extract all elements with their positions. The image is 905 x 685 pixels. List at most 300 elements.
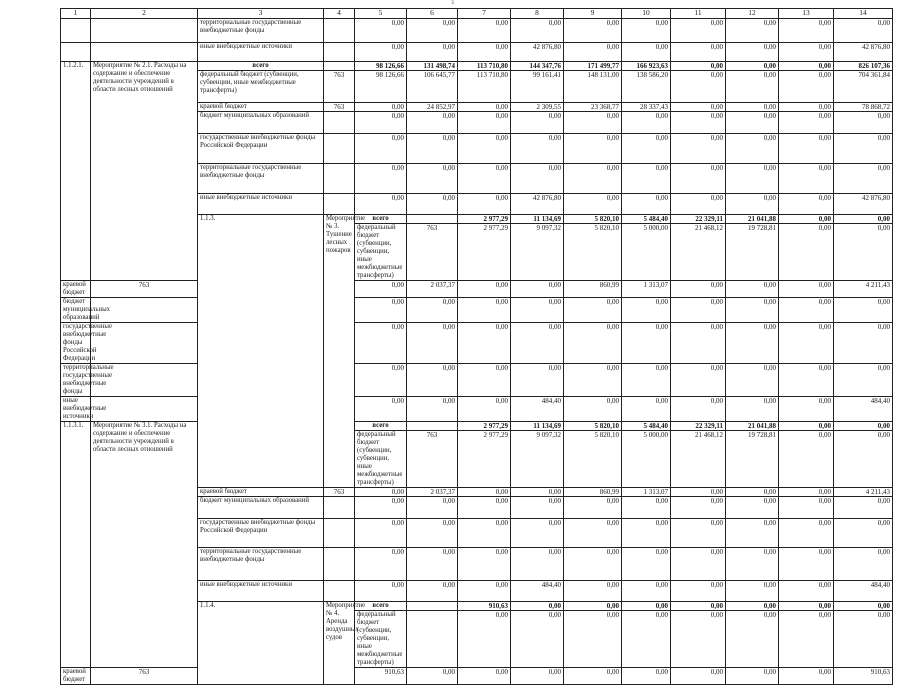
amount-cell: 0,00 bbox=[355, 112, 407, 134]
amount-cell: 0,00 bbox=[834, 364, 893, 397]
activity-code: 1.1.4. bbox=[198, 602, 324, 685]
amount-cell: 0,00 bbox=[355, 519, 407, 548]
table-row-total bbox=[61, 422, 893, 431]
amount-cell: 78 868,72 bbox=[834, 103, 893, 112]
activity-name: Мероприятие № 3. Тушение лесных пожаров bbox=[324, 215, 355, 488]
grbs-code bbox=[407, 611, 458, 668]
amount-cell: 0,00 bbox=[622, 298, 671, 323]
amount-cell: 0,00 bbox=[564, 19, 622, 43]
amount-cell: 0,00 bbox=[564, 298, 622, 323]
amount-cell: 0,00 bbox=[407, 581, 458, 602]
amount-cell: 0,00 bbox=[671, 134, 726, 164]
amount-cell: 23 368,77 bbox=[564, 103, 622, 112]
amount-cell: 0,00 bbox=[834, 215, 893, 224]
amount-cell: 0,00 bbox=[834, 164, 893, 194]
table-row bbox=[61, 19, 893, 43]
amount-cell: 0,00 bbox=[671, 62, 726, 71]
amount-cell: 0,00 bbox=[834, 298, 893, 323]
amount-cell: 0,00 bbox=[355, 488, 407, 497]
amount-cell: 860,99 bbox=[564, 488, 622, 497]
grbs-code bbox=[324, 581, 355, 602]
amount-cell: 0,00 bbox=[834, 134, 893, 164]
amount-cell: 0,00 bbox=[622, 364, 671, 397]
amount-cell: 0,00 bbox=[726, 611, 779, 668]
amount-cell: 910,63 bbox=[458, 602, 511, 611]
amount-cell: 0,00 bbox=[407, 397, 458, 422]
amount-cell: 5 820,10 bbox=[564, 431, 622, 488]
amount-cell: 113 710,80 bbox=[458, 71, 511, 103]
empty-cell bbox=[91, 19, 198, 43]
activity-name: Мероприятие № 2.1. Расходы на содержание и обеспечение деятельности учреждений в области лесных отношений bbox=[91, 62, 198, 281]
column-header: 4 bbox=[324, 9, 355, 19]
amount-cell: 2 977,29 bbox=[458, 422, 511, 431]
funding-source: краевой бюджет bbox=[61, 281, 91, 298]
amount-cell: 0,00 bbox=[726, 71, 779, 103]
amount-cell: 0,00 bbox=[671, 298, 726, 323]
amount-cell: 0,00 bbox=[726, 19, 779, 43]
amount-cell: 0,00 bbox=[671, 103, 726, 112]
amount-cell: 0,00 bbox=[564, 323, 622, 364]
amount-cell: 0,00 bbox=[671, 194, 726, 215]
grbs-code bbox=[407, 422, 458, 431]
amount-cell: 0,00 bbox=[564, 364, 622, 397]
funding-source: территориальные государственные внебюджетные фонды bbox=[198, 19, 324, 43]
amount-cell: 42 876,80 bbox=[834, 194, 893, 215]
amount-cell: 0,00 bbox=[726, 602, 779, 611]
table-row-total bbox=[61, 62, 893, 71]
amount-cell: 0,00 bbox=[834, 19, 893, 43]
amount-cell: 0,00 bbox=[622, 134, 671, 164]
amount-cell: 5 000,00 bbox=[622, 224, 671, 281]
amount-cell: 2 037,37 bbox=[407, 281, 458, 298]
table-row bbox=[61, 298, 893, 323]
amount-cell: 0,00 bbox=[779, 298, 834, 323]
amount-cell: 910,63 bbox=[355, 668, 407, 685]
funding-source: иные внебюджетные источники bbox=[198, 43, 324, 62]
column-header: 10 bbox=[622, 9, 671, 19]
column-header: 8 bbox=[511, 9, 564, 19]
amount-cell: 0,00 bbox=[779, 71, 834, 103]
amount-cell: 0,00 bbox=[407, 497, 458, 519]
amount-cell: 0,00 bbox=[355, 364, 407, 397]
funding-source: краевой бюджет bbox=[61, 668, 91, 685]
amount-cell: 0,00 bbox=[671, 611, 726, 668]
amount-cell: 0,00 bbox=[564, 112, 622, 134]
amount-cell: 11 134,69 bbox=[511, 215, 564, 224]
amount-cell: 484,40 bbox=[511, 581, 564, 602]
amount-cell: 0,00 bbox=[458, 19, 511, 43]
amount-cell: 0,00 bbox=[671, 323, 726, 364]
column-header: 1 bbox=[61, 9, 91, 19]
amount-cell: 0,00 bbox=[779, 323, 834, 364]
funding-source: бюджет муниципальных образований bbox=[61, 298, 91, 323]
amount-cell: 9 097,32 bbox=[511, 431, 564, 488]
amount-cell: 0,00 bbox=[779, 422, 834, 431]
grbs-code: 763 bbox=[407, 431, 458, 488]
funding-source: государственные внебюджетные фонды Российской Федерации bbox=[198, 134, 324, 164]
amount-cell: 0,00 bbox=[458, 281, 511, 298]
empty-cell bbox=[91, 43, 198, 62]
amount-cell: 0,00 bbox=[726, 281, 779, 298]
amount-cell: 0,00 bbox=[622, 43, 671, 62]
amount-cell: 0,00 bbox=[622, 194, 671, 215]
amount-cell: 0,00 bbox=[458, 519, 511, 548]
funding-source: федеральный бюджет (субвенции, субвенции, иные межбюджетные трансферты) bbox=[355, 431, 407, 488]
amount-cell: 0,00 bbox=[834, 611, 893, 668]
amount-cell: 0,00 bbox=[622, 581, 671, 602]
amount-cell: 0,00 bbox=[622, 668, 671, 685]
grbs-code bbox=[407, 602, 458, 611]
funding-source: краевой бюджет bbox=[198, 103, 324, 112]
amount-cell: 0,00 bbox=[511, 668, 564, 685]
funding-source: всего bbox=[198, 62, 324, 71]
amount-cell: 21 468,12 bbox=[671, 224, 726, 281]
amount-cell: 0,00 bbox=[564, 497, 622, 519]
amount-cell: 0,00 bbox=[779, 215, 834, 224]
amount-cell: 0,00 bbox=[511, 488, 564, 497]
amount-cell: 0,00 bbox=[671, 71, 726, 103]
amount-cell: 144 347,76 bbox=[511, 62, 564, 71]
column-header: 12 bbox=[726, 9, 779, 19]
amount-cell: 2 977,29 bbox=[458, 215, 511, 224]
amount-cell: 0,00 bbox=[671, 397, 726, 422]
amount-cell: 0,00 bbox=[458, 103, 511, 112]
grbs-code bbox=[324, 164, 355, 194]
amount-cell: 5 484,40 bbox=[622, 215, 671, 224]
table-row bbox=[61, 323, 893, 364]
column-header: 2 bbox=[91, 9, 198, 19]
amount-cell: 2 977,29 bbox=[458, 224, 511, 281]
amount-cell: 0,00 bbox=[564, 611, 622, 668]
amount-cell: 0,00 bbox=[407, 668, 458, 685]
amount-cell: 0,00 bbox=[458, 668, 511, 685]
amount-cell: 98 126,66 bbox=[355, 71, 407, 103]
amount-cell: 0,00 bbox=[511, 281, 564, 298]
amount-cell: 484,40 bbox=[834, 581, 893, 602]
amount-cell: 0,00 bbox=[622, 323, 671, 364]
amount-cell: 0,00 bbox=[779, 43, 834, 62]
amount-cell: 0,00 bbox=[511, 548, 564, 581]
grbs-code bbox=[324, 112, 355, 134]
amount-cell: 0,00 bbox=[564, 43, 622, 62]
amount-cell: 98 126,66 bbox=[355, 62, 407, 71]
amount-cell: 0,00 bbox=[671, 112, 726, 134]
amount-cell: 0,00 bbox=[458, 548, 511, 581]
amount-cell: 0,00 bbox=[726, 112, 779, 134]
grbs-code: 763 bbox=[91, 281, 198, 298]
funding-source: краевой бюджет bbox=[198, 488, 324, 497]
grbs-code bbox=[324, 19, 355, 43]
amount-cell: 0,00 bbox=[407, 19, 458, 43]
amount-cell: 0,00 bbox=[834, 323, 893, 364]
amount-cell: 0,00 bbox=[355, 397, 407, 422]
amount-cell: 0,00 bbox=[834, 112, 893, 134]
amount-cell: 2 309,55 bbox=[511, 103, 564, 112]
funding-source: иные внебюджетные источники bbox=[198, 194, 324, 215]
amount-cell: 0,00 bbox=[458, 497, 511, 519]
amount-cell: 0,00 bbox=[671, 281, 726, 298]
amount-cell: 0,00 bbox=[511, 112, 564, 134]
amount-cell: 42 876,80 bbox=[834, 43, 893, 62]
amount-cell: 0,00 bbox=[407, 134, 458, 164]
amount-cell: 0,00 bbox=[726, 62, 779, 71]
amount-cell: 860,99 bbox=[564, 281, 622, 298]
funding-source: государственные внебюджетные фонды Российской Федерации bbox=[61, 323, 91, 364]
amount-cell: 0,00 bbox=[726, 43, 779, 62]
amount-cell: 0,00 bbox=[564, 581, 622, 602]
amount-cell: 0,00 bbox=[355, 548, 407, 581]
amount-cell: 0,00 bbox=[407, 298, 458, 323]
amount-cell: 0,00 bbox=[726, 134, 779, 164]
amount-cell: 0,00 bbox=[407, 194, 458, 215]
amount-cell: 0,00 bbox=[407, 364, 458, 397]
amount-cell: 484,40 bbox=[511, 397, 564, 422]
amount-cell: 0,00 bbox=[779, 134, 834, 164]
grbs-code bbox=[324, 62, 355, 71]
amount-cell: 19 728,81 bbox=[726, 224, 779, 281]
amount-cell: 22 329,11 bbox=[671, 422, 726, 431]
funding-source: всего bbox=[355, 602, 407, 611]
amount-cell: 171 499,77 bbox=[564, 62, 622, 71]
activity-code: 1.1.3.1. bbox=[61, 422, 91, 668]
amount-cell: 0,00 bbox=[407, 112, 458, 134]
empty-cell bbox=[61, 19, 91, 43]
amount-cell: 0,00 bbox=[779, 164, 834, 194]
grbs-code: 763 bbox=[407, 224, 458, 281]
amount-cell: 24 852,97 bbox=[407, 103, 458, 112]
table-row bbox=[61, 397, 893, 422]
amount-cell: 0,00 bbox=[834, 431, 893, 488]
amount-cell: 0,00 bbox=[726, 103, 779, 112]
empty-cell bbox=[61, 43, 91, 62]
amount-cell: 0,00 bbox=[511, 164, 564, 194]
table-row bbox=[61, 668, 893, 685]
amount-cell: 0,00 bbox=[834, 548, 893, 581]
amount-cell: 42 876,80 bbox=[511, 43, 564, 62]
amount-cell: 0,00 bbox=[355, 194, 407, 215]
amount-cell: 166 923,63 bbox=[622, 62, 671, 71]
amount-cell: 22 329,11 bbox=[671, 215, 726, 224]
amount-cell: 0,00 bbox=[511, 19, 564, 43]
amount-cell: 0,00 bbox=[834, 497, 893, 519]
amount-cell: 0,00 bbox=[407, 519, 458, 548]
amount-cell: 0,00 bbox=[779, 431, 834, 488]
column-header: 13 bbox=[779, 9, 834, 19]
amount-cell: 0,00 bbox=[511, 364, 564, 397]
amount-cell: 0,00 bbox=[671, 519, 726, 548]
amount-cell: 0,00 bbox=[458, 323, 511, 364]
table-body bbox=[61, 9, 893, 685]
activity-code: 1.1.3. bbox=[198, 215, 324, 488]
amount-cell: 0,00 bbox=[407, 323, 458, 364]
amount-cell: 0,00 bbox=[564, 164, 622, 194]
amount-cell: 9 097,32 bbox=[511, 224, 564, 281]
amount-cell: 0,00 bbox=[458, 611, 511, 668]
amount-cell: 113 710,80 bbox=[458, 62, 511, 71]
column-header: 3 bbox=[198, 9, 324, 19]
table-row bbox=[61, 364, 893, 397]
amount-cell: 0,00 bbox=[779, 364, 834, 397]
amount-cell: 0,00 bbox=[564, 602, 622, 611]
amount-cell: 42 876,80 bbox=[511, 194, 564, 215]
column-number-row bbox=[61, 9, 893, 19]
amount-cell: 0,00 bbox=[779, 194, 834, 215]
amount-cell: 0,00 bbox=[779, 397, 834, 422]
amount-cell: 0,00 bbox=[834, 602, 893, 611]
funding-source: всего bbox=[355, 215, 407, 224]
amount-cell: 0,00 bbox=[458, 194, 511, 215]
amount-cell: 0,00 bbox=[834, 519, 893, 548]
activity-code: 1.1.2.1. bbox=[61, 62, 91, 281]
amount-cell: 0,00 bbox=[622, 397, 671, 422]
amount-cell: 910,63 bbox=[834, 668, 893, 685]
amount-cell: 19 728,81 bbox=[726, 431, 779, 488]
amount-cell: 0,00 bbox=[622, 548, 671, 581]
amount-cell: 0,00 bbox=[779, 112, 834, 134]
amount-cell: 4 211,43 bbox=[834, 281, 893, 298]
amount-cell: 0,00 bbox=[564, 194, 622, 215]
amount-cell: 148 131,00 bbox=[564, 71, 622, 103]
amount-cell: 5 820,10 bbox=[564, 422, 622, 431]
amount-cell: 0,00 bbox=[779, 668, 834, 685]
amount-cell: 0,00 bbox=[355, 581, 407, 602]
amount-cell: 0,00 bbox=[671, 602, 726, 611]
amount-cell: 0,00 bbox=[779, 62, 834, 71]
amount-cell: 0,00 bbox=[622, 611, 671, 668]
column-header: 9 bbox=[564, 9, 622, 19]
funding-source: иные внебюджетные источники bbox=[61, 397, 91, 422]
column-header: 11 bbox=[671, 9, 726, 19]
amount-cell: 0,00 bbox=[622, 112, 671, 134]
amount-cell: 0,00 bbox=[355, 164, 407, 194]
page-number: 3 bbox=[451, 1, 454, 6]
amount-cell: 5 820,10 bbox=[564, 224, 622, 281]
amount-cell: 0,00 bbox=[779, 602, 834, 611]
amount-cell: 0,00 bbox=[564, 397, 622, 422]
grbs-code bbox=[324, 134, 355, 164]
grbs-code bbox=[407, 215, 458, 224]
amount-cell: 0,00 bbox=[671, 497, 726, 519]
amount-cell: 0,00 bbox=[407, 43, 458, 62]
amount-cell: 0,00 bbox=[407, 164, 458, 194]
amount-cell: 0,00 bbox=[726, 497, 779, 519]
amount-cell: 0,00 bbox=[458, 581, 511, 602]
amount-cell: 0,00 bbox=[458, 488, 511, 497]
amount-cell: 0,00 bbox=[511, 298, 564, 323]
amount-cell: 0,00 bbox=[779, 548, 834, 581]
amount-cell: 0,00 bbox=[671, 668, 726, 685]
amount-cell: 5 484,40 bbox=[622, 422, 671, 431]
amount-cell: 0,00 bbox=[779, 103, 834, 112]
amount-cell: 2 977,29 bbox=[458, 431, 511, 488]
amount-cell: 0,00 bbox=[779, 281, 834, 298]
amount-cell: 0,00 bbox=[779, 19, 834, 43]
funding-source: территориальные государственные внебюджетные фонды bbox=[198, 164, 324, 194]
amount-cell: 5 000,00 bbox=[622, 431, 671, 488]
grbs-code bbox=[324, 194, 355, 215]
amount-cell: 11 134,69 bbox=[511, 422, 564, 431]
amount-cell: 0,00 bbox=[458, 397, 511, 422]
funding-source: федеральный бюджет (субвенции, субвенции, иные межбюджетные трансферты) bbox=[355, 611, 407, 668]
amount-cell: 0,00 bbox=[726, 397, 779, 422]
funding-source: территориальные государственные внебюджетные фонды bbox=[61, 364, 91, 397]
funding-source: территориальные государственные внебюджетные фонды bbox=[198, 548, 324, 581]
grbs-code: 763 bbox=[324, 103, 355, 112]
amount-cell: 0,00 bbox=[564, 134, 622, 164]
amount-cell: 0,00 bbox=[779, 581, 834, 602]
amount-cell: 0,00 bbox=[834, 422, 893, 431]
amount-cell: 0,00 bbox=[355, 134, 407, 164]
column-header: 14 bbox=[834, 9, 893, 19]
table-row bbox=[61, 43, 893, 62]
amount-cell: 0,00 bbox=[355, 323, 407, 364]
amount-cell: 0,00 bbox=[779, 224, 834, 281]
amount-cell: 826 107,36 bbox=[834, 62, 893, 71]
amount-cell: 0,00 bbox=[458, 364, 511, 397]
amount-cell: 131 498,74 bbox=[407, 62, 458, 71]
amount-cell: 0,00 bbox=[511, 497, 564, 519]
column-header: 5 bbox=[355, 9, 407, 19]
amount-cell: 0,00 bbox=[779, 519, 834, 548]
amount-cell: 4 211,43 bbox=[834, 488, 893, 497]
amount-cell: 0,00 bbox=[458, 112, 511, 134]
amount-cell: 0,00 bbox=[671, 548, 726, 581]
amount-cell: 0,00 bbox=[622, 519, 671, 548]
funding-source: иные внебюджетные источники bbox=[198, 581, 324, 602]
amount-cell: 0,00 bbox=[355, 281, 407, 298]
amount-cell: 0,00 bbox=[355, 43, 407, 62]
column-header: 7 bbox=[458, 9, 511, 19]
funding-source: бюджет муниципальных образований bbox=[198, 112, 324, 134]
amount-cell: 0,00 bbox=[726, 519, 779, 548]
amount-cell: 0,00 bbox=[355, 497, 407, 519]
column-header: 6 bbox=[407, 9, 458, 19]
amount-cell: 0,00 bbox=[779, 488, 834, 497]
amount-cell: 0,00 bbox=[511, 323, 564, 364]
amount-cell: 0,00 bbox=[726, 164, 779, 194]
amount-cell: 1 313,07 bbox=[622, 281, 671, 298]
amount-cell: 0,00 bbox=[355, 103, 407, 112]
amount-cell: 0,00 bbox=[458, 164, 511, 194]
grbs-code bbox=[324, 548, 355, 581]
amount-cell: 21 041,88 bbox=[726, 422, 779, 431]
amount-cell: 0,00 bbox=[671, 164, 726, 194]
amount-cell: 0,00 bbox=[407, 548, 458, 581]
grbs-code bbox=[324, 43, 355, 62]
funding-source: федеральный бюджет (субвенции, субвенции, иные межбюджетные трансферты) bbox=[198, 71, 324, 103]
amount-cell: 21 041,88 bbox=[726, 215, 779, 224]
amount-cell: 0,00 bbox=[726, 488, 779, 497]
amount-cell: 0,00 bbox=[779, 611, 834, 668]
amount-cell: 0,00 bbox=[671, 581, 726, 602]
grbs-code bbox=[91, 397, 198, 422]
amount-cell: 99 161,41 bbox=[511, 71, 564, 103]
amount-cell: 28 337,43 bbox=[622, 103, 671, 112]
activity-name: Мероприятие № 4. Аренда воздушных судов bbox=[324, 602, 355, 685]
activity-name: Мероприятие № 3.1. Расходы на содержание и обеспечение деятельности учреждений в области лесных отношений bbox=[91, 422, 198, 668]
amount-cell: 0,00 bbox=[511, 519, 564, 548]
amount-cell: 0,00 bbox=[355, 19, 407, 43]
amount-cell: 138 586,20 bbox=[622, 71, 671, 103]
amount-cell: 2 037,37 bbox=[407, 488, 458, 497]
amount-cell: 0,00 bbox=[726, 194, 779, 215]
amount-cell: 0,00 bbox=[564, 519, 622, 548]
amount-cell: 0,00 bbox=[622, 164, 671, 194]
amount-cell: 0,00 bbox=[671, 43, 726, 62]
amount-cell: 0,00 bbox=[458, 134, 511, 164]
amount-cell: 0,00 bbox=[622, 497, 671, 519]
grbs-code: 763 bbox=[324, 71, 355, 103]
